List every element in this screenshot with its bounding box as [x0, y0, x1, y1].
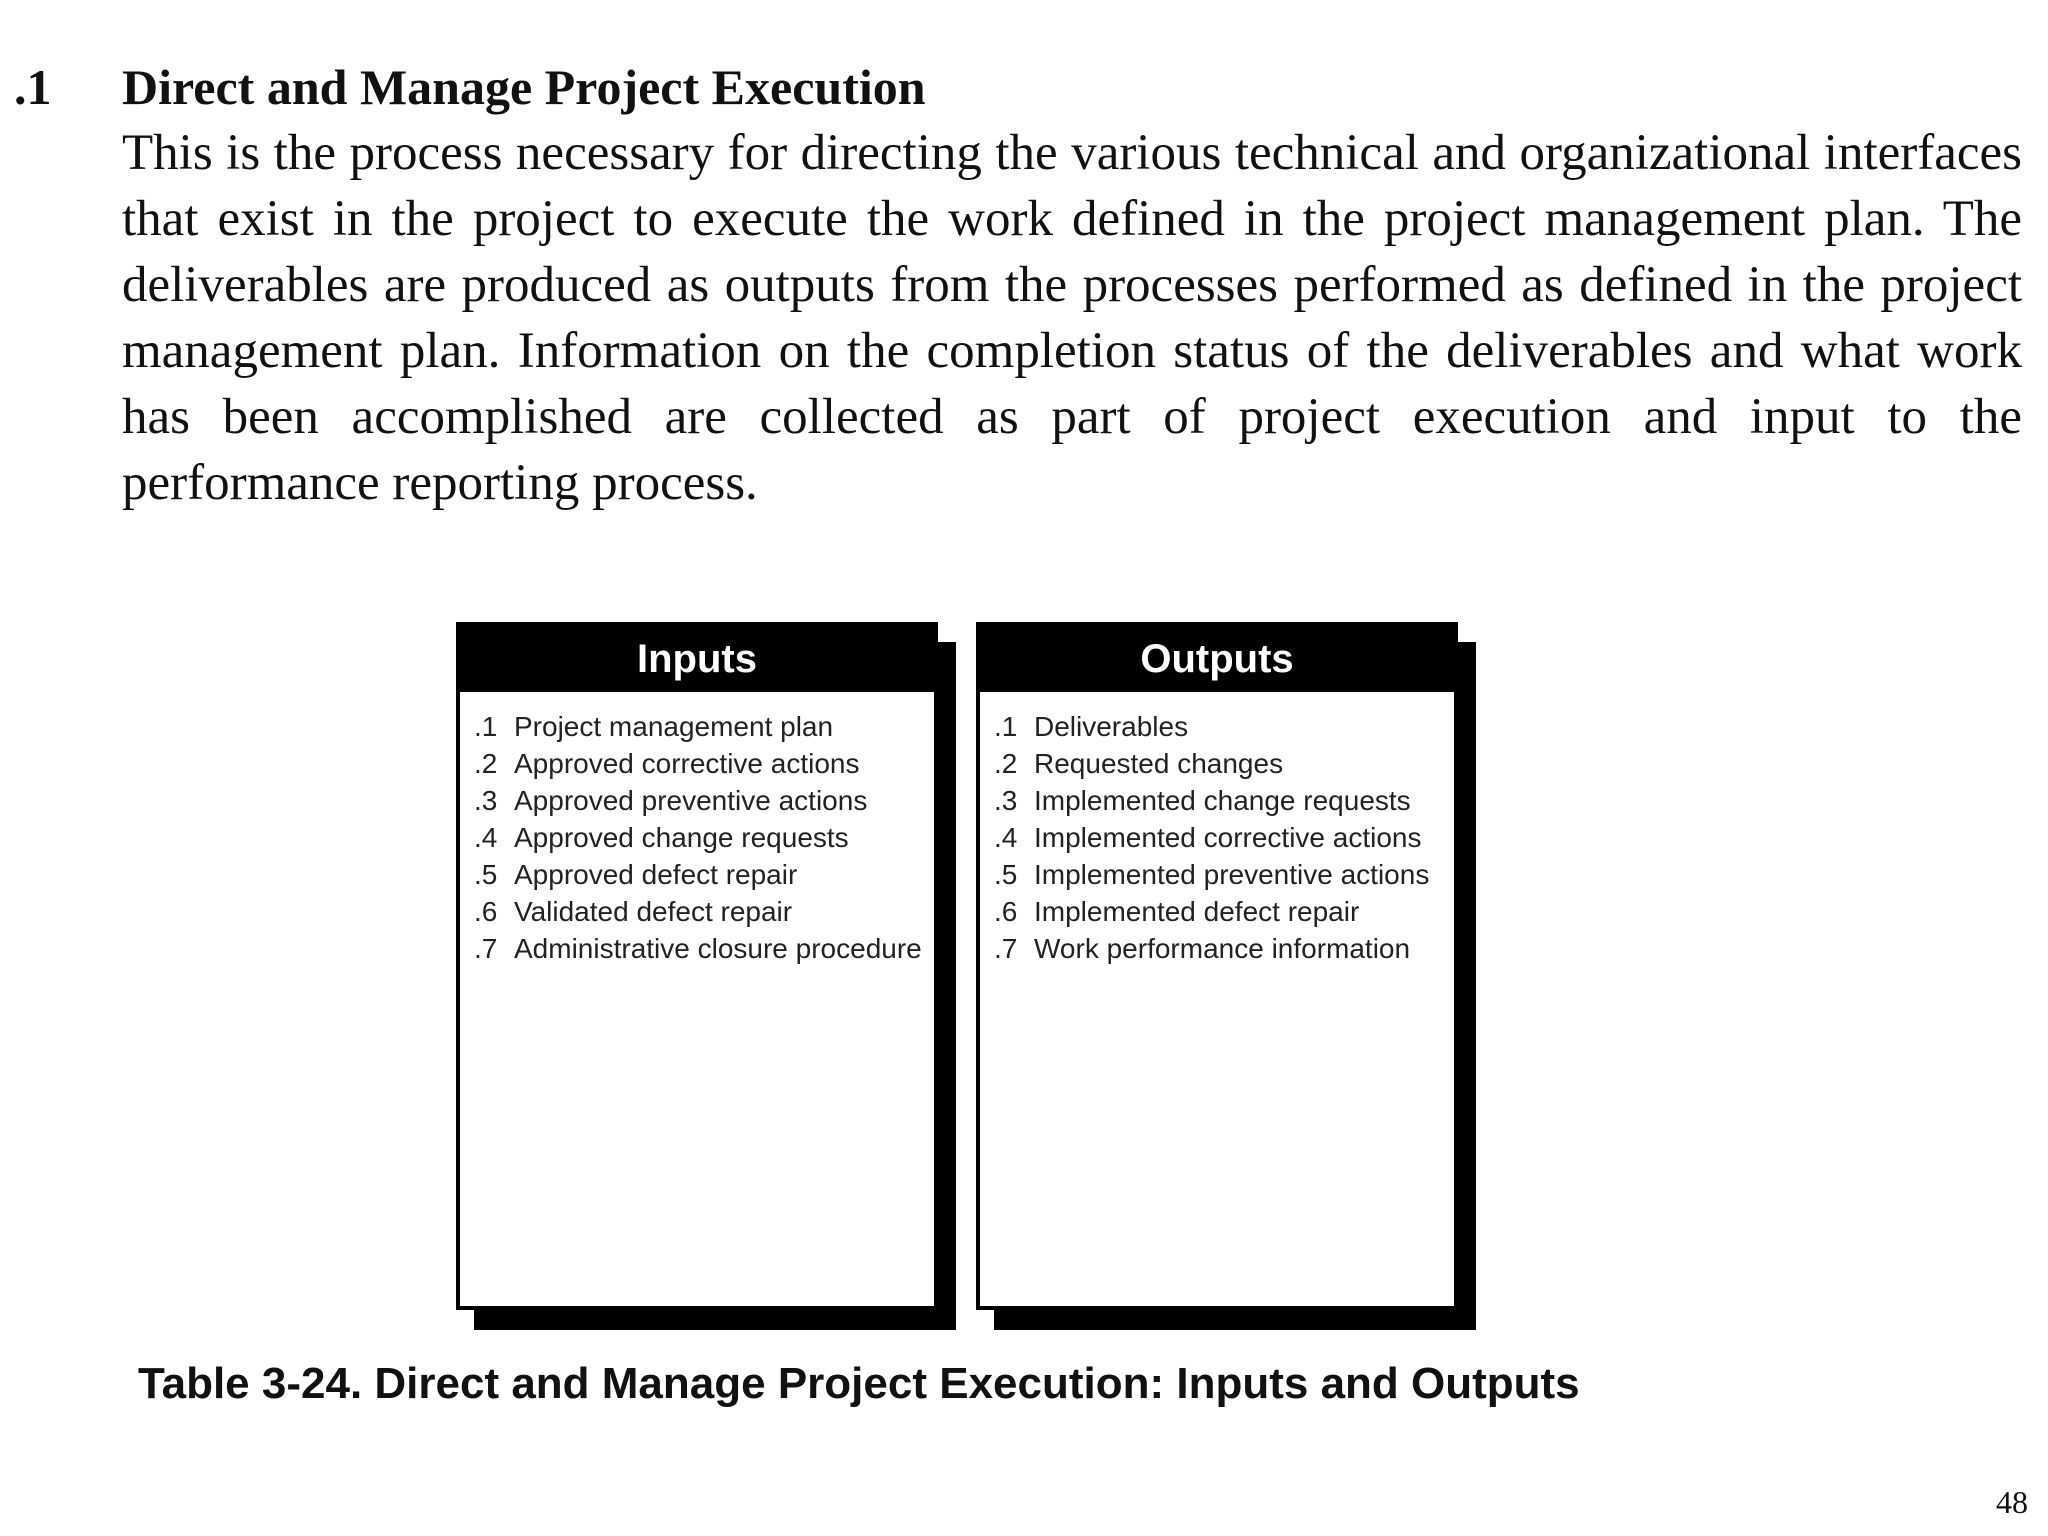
item-text: Validated defect repair — [514, 896, 793, 927]
item-number: .7 — [474, 933, 498, 964]
inputs-list — [460, 692, 934, 967]
item-number: .3 — [994, 785, 1018, 816]
list-item — [474, 856, 924, 893]
list-item — [994, 856, 1444, 893]
list-item — [474, 782, 924, 819]
list-item — [994, 708, 1444, 745]
list-item — [474, 930, 924, 967]
item-number: .4 — [994, 822, 1018, 853]
item-text: Implemented change requests — [1034, 785, 1411, 816]
list-item — [474, 893, 924, 930]
outputs-heading: Outputs — [980, 626, 1454, 692]
section-title: Direct and Manage Project Execution — [122, 59, 926, 115]
list-item — [994, 893, 1444, 930]
item-text: Requested changes — [1034, 748, 1284, 779]
list-item — [994, 819, 1444, 856]
item-number: .4 — [474, 822, 498, 853]
table-caption: Table 3-24. Direct and Manage Project Execution: Inputs and Outputs — [138, 1359, 1580, 1408]
item-text: Approved corrective actions — [514, 748, 860, 779]
item-number: .6 — [474, 896, 498, 927]
item-number: .3 — [474, 785, 498, 816]
item-text: Approved defect repair — [514, 859, 798, 890]
item-text: Project management plan — [514, 711, 834, 742]
list-item — [994, 782, 1444, 819]
section-number: .1 — [14, 59, 52, 115]
item-text: Implemented preventive actions — [1034, 859, 1430, 890]
item-number: .1 — [474, 711, 498, 742]
item-text: Implemented corrective actions — [1034, 822, 1422, 853]
item-number: .7 — [994, 933, 1018, 964]
item-number: .5 — [474, 859, 498, 890]
outputs-list — [980, 692, 1454, 967]
item-text: Work performance information — [1034, 933, 1411, 964]
inputs-panel — [456, 622, 938, 1310]
item-text: Approved preventive actions — [514, 785, 868, 816]
item-text: Administrative closure procedure — [514, 933, 922, 964]
item-number: .1 — [994, 711, 1018, 742]
page-number: 48 — [1996, 1484, 2028, 1520]
list-item — [994, 930, 1444, 967]
item-number: .2 — [474, 748, 498, 779]
outputs-panel — [976, 622, 1458, 1310]
item-text: Approved change requests — [514, 822, 849, 853]
item-number: .6 — [994, 896, 1018, 927]
item-text: Implemented defect repair — [1034, 896, 1360, 927]
item-text: Deliverables — [1034, 711, 1189, 742]
body-paragraph: This is the process necessary for directing the various technical and organizational interfaces that exist in the project to execute the work defined in the project management plan. The deliverables are produced as outputs from the processes performed as defined in the project management plan. Information on the completion status of the deliverables and what work has been accomplished are collected as part of project execution and input to the performance reporting process. — [122, 125, 2022, 511]
item-number: .5 — [994, 859, 1018, 890]
item-number: .2 — [994, 748, 1018, 779]
list-item — [994, 745, 1444, 782]
list-item — [474, 819, 924, 856]
list-item — [474, 708, 924, 745]
list-item — [474, 745, 924, 782]
inputs-heading: Inputs — [460, 626, 934, 692]
